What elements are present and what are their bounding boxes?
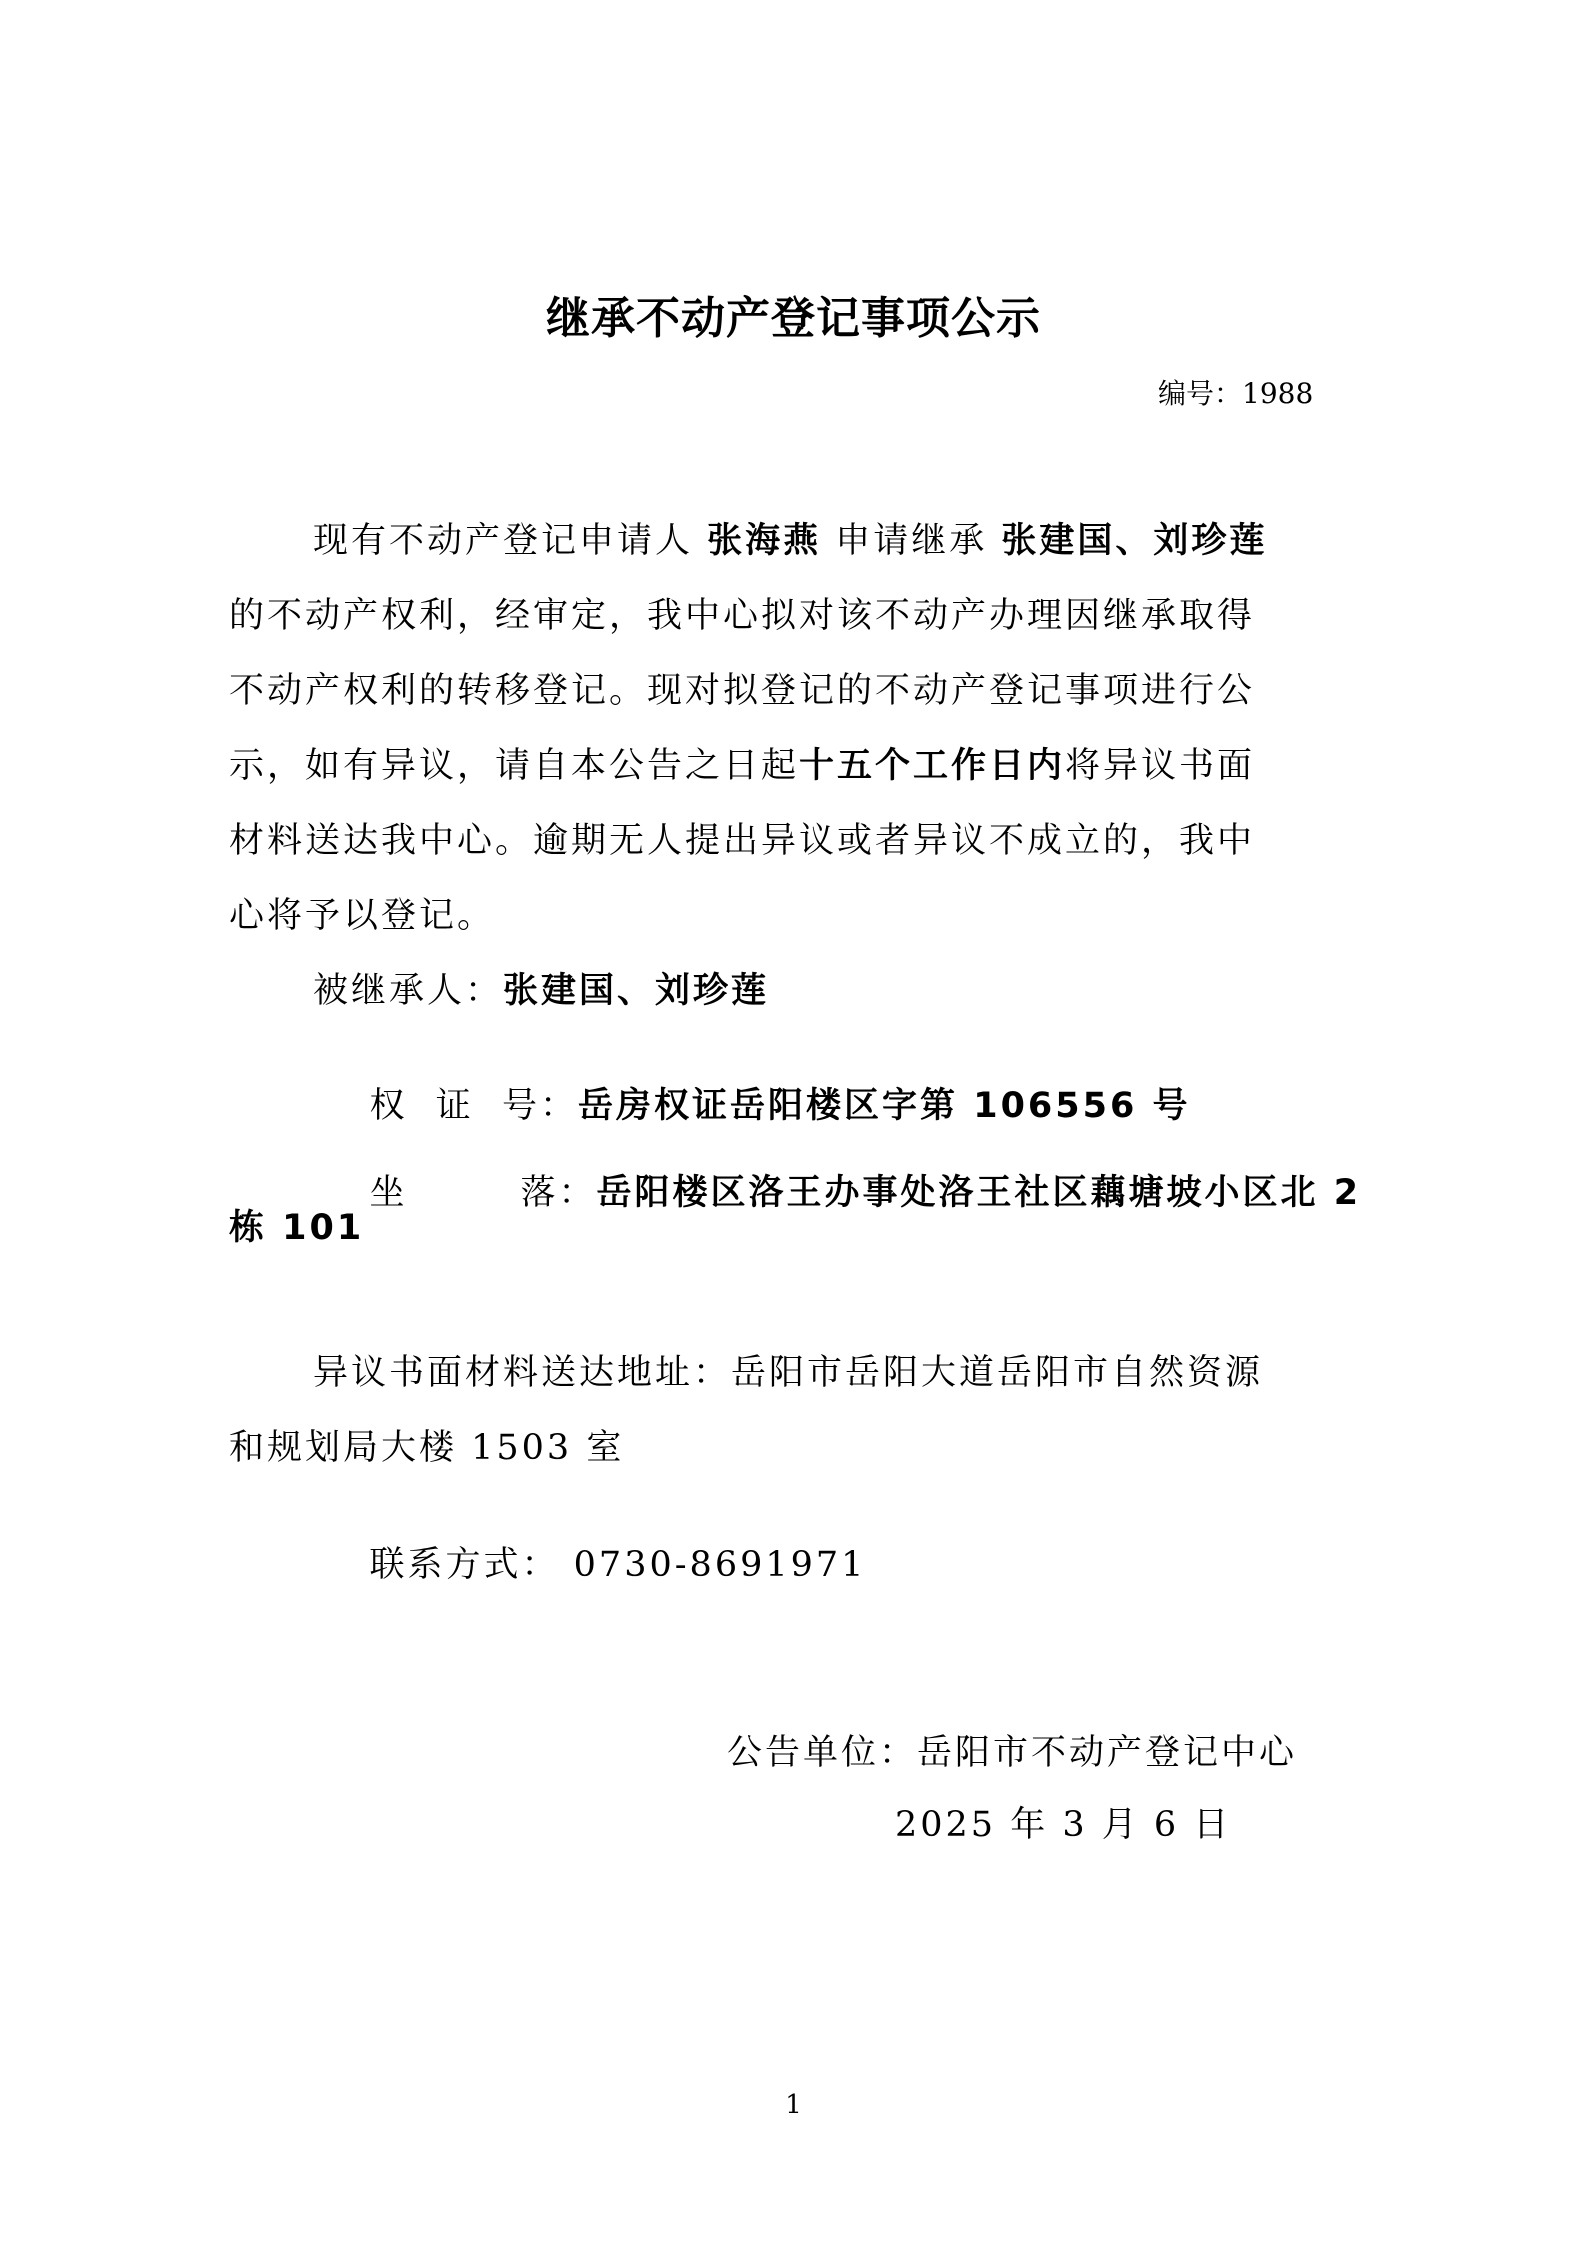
contact-field bbox=[313, 1497, 866, 1627]
body-line-3: 不动产权利的转移登记。现对拟登记的不动产登记事项进行公 bbox=[229, 671, 1256, 711]
document-number bbox=[1158, 372, 1313, 412]
applicant-name: 张海燕 bbox=[707, 521, 822, 561]
body-line-6: 心将予以登记。 bbox=[229, 896, 496, 936]
contact-value: 0730-8691971 bbox=[559, 1545, 867, 1585]
issue-date: 2025 年 3 月 6 日 bbox=[895, 1805, 1232, 1845]
document-number-value: 1988 bbox=[1242, 377, 1314, 410]
decedent-label: 被继承人： bbox=[313, 971, 504, 1011]
objection-address-line-2: 和规划局大楼 1503 室 bbox=[229, 1428, 625, 1468]
issuing-unit-value: 岳阳市不动产登记中心 bbox=[917, 1733, 1298, 1773]
issuing-unit-label: 公告单位： bbox=[727, 1733, 918, 1773]
body-line-1 bbox=[313, 513, 1267, 563]
body-text: 示，如有异议，请自本公告之日起 bbox=[229, 746, 800, 786]
document-number-label: 编号： bbox=[1158, 377, 1243, 410]
certificate-label: 权 证 号： bbox=[369, 1086, 579, 1126]
page-number: 1 bbox=[785, 2090, 802, 2120]
location-field bbox=[313, 1125, 1361, 1255]
document-title: 继承不动产登记事项公示 bbox=[546, 293, 1041, 344]
certificate-value: 岳房权证岳阳楼区字第 106556 号 bbox=[578, 1086, 1191, 1126]
contact-label: 联系方式： bbox=[369, 1545, 560, 1585]
deceased-names: 张建国、刘珍莲 bbox=[1001, 521, 1268, 561]
body-line-4 bbox=[229, 738, 1255, 788]
decedent-value: 张建国、刘珍莲 bbox=[503, 971, 770, 1011]
body-text: 申请继承 bbox=[821, 521, 1002, 561]
objection-period: 十五个工作日内 bbox=[799, 746, 1066, 786]
issuing-unit bbox=[727, 1725, 1297, 1775]
location-label: 坐 落： bbox=[369, 1173, 597, 1213]
objection-address-line-1: 异议书面材料送达地址：岳阳市岳阳大道岳阳市自然资源 bbox=[313, 1353, 1264, 1393]
location-value-line-2: 栋 101 bbox=[229, 1208, 365, 1248]
body-line-5: 材料送达我中心。逾期无人提出异议或者异议不成立的，我中 bbox=[229, 821, 1256, 861]
body-line-2: 的不动产权利，经审定，我中心拟对该不动产办理因继承取得 bbox=[229, 596, 1256, 636]
decedent-field bbox=[313, 963, 769, 1013]
location-value-line-1: 岳阳楼区洛王办事处洛王社区藕塘坡小区北 2 bbox=[596, 1173, 1362, 1213]
body-text: 将异议书面 bbox=[1065, 746, 1256, 786]
body-text: 现有不动产登记申请人 bbox=[313, 521, 708, 561]
